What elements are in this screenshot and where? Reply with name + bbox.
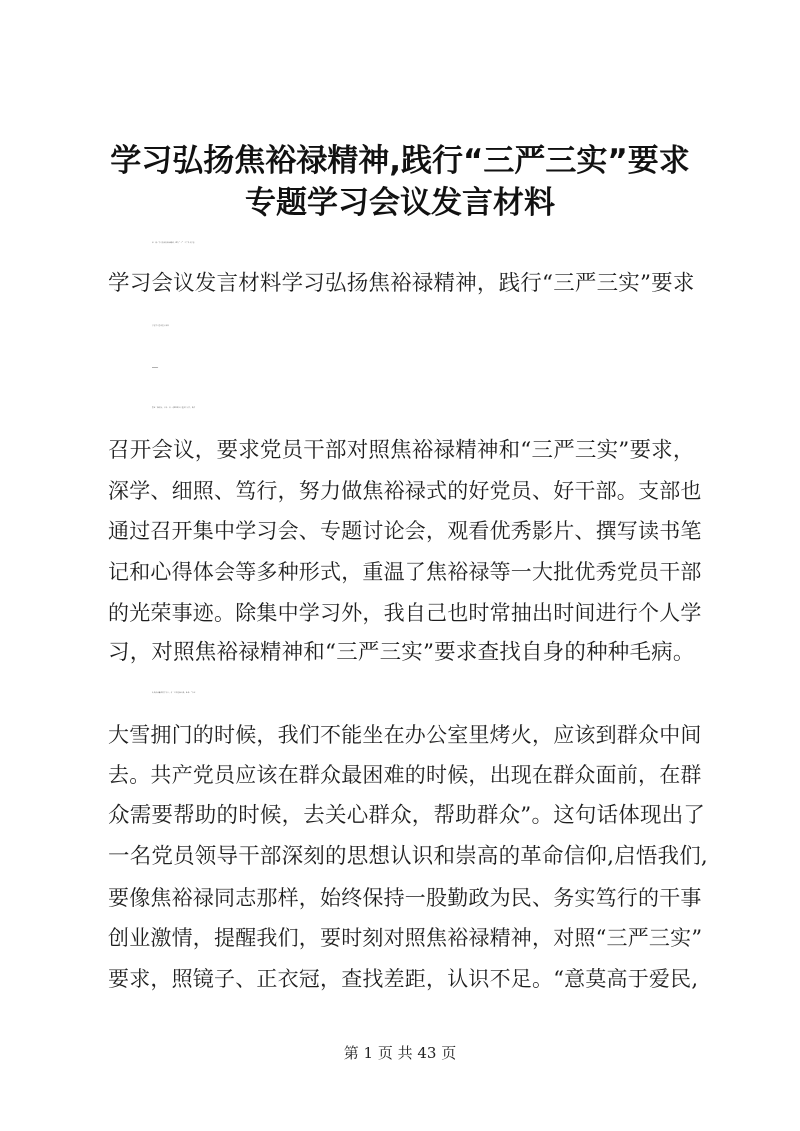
body-line: 通过召开集中学习会、专题讨论会，观看优秀影片、撰写读书笔: [108, 519, 702, 543]
body-line: 创业激情，提醒我们，要时刻对照焦裕禄精神，对照“三严三实”: [108, 926, 703, 950]
body-line: 去。共产党员应该在群众最困难的时候，出现在群众面前，在群: [108, 763, 702, 787]
document-title-line-1: 学习弘扬焦裕禄精神,践行“三严三实”要求: [110, 143, 690, 179]
body-line: 最近一段时间，中央、省、市XX县区下发多个文件，数次: [152, 408, 196, 409]
body-line: 的光荣事迹。除集中学习外，我自己也时常抽出时间进行个人学: [108, 601, 702, 625]
body-line: 学习会议发言材料学习弘扬焦裕禄精神，践行“三严三实”要求: [108, 271, 695, 296]
body-line: xxxxxx: [152, 368, 159, 369]
body-line: 记和心得体会等多种形式，重温了焦裕禄等一大批优秀党员干部: [108, 560, 702, 584]
body-line: 深学、细照、笃行，努力做焦裕禄式的好党员、好干部。支部也: [108, 479, 702, 503]
body-line: 要求，照镜子、正衣冠，查找差距，认识不足。“意莫高于爱民,: [108, 967, 699, 991]
body-line: 一名党员领导干部深刻的思想认识和崇高的革命信仰,启悟我们,: [108, 844, 708, 869]
body-line: 召开会议，要求党员干部对照焦裕禄精神和“三严三实”要求，: [108, 438, 695, 463]
body-line: 习，对照焦裕禄精神和“三严三实”要求查找自身的种种毛病。: [108, 640, 695, 665]
body-line: 众需要帮助的时候，去关心群众，帮助群众”。这句话体现出了: [108, 803, 706, 828]
page-indicator: 第 1 页 共 43 页: [343, 1044, 457, 1062]
body-line: 要像焦裕禄同志那样，始终保持一股勤政为民、务实笃行的干事: [108, 886, 702, 910]
body-line: 专题学习会议发言材料: [152, 326, 169, 327]
body-line: 在焦裕禄精神的学习中，有一句话很触动我，他说：“在这: [152, 693, 196, 694]
body-line: 第一篇: 学习弘扬焦裕禄精神，践行“三严三实”要求专题: [152, 243, 195, 244]
document-title-line-2: 专题学习会议发言材料: [245, 185, 555, 221]
body-line: 大雪拥门的时候，我们不能坐在办公室里烤火，应该到群众中间: [108, 723, 702, 747]
